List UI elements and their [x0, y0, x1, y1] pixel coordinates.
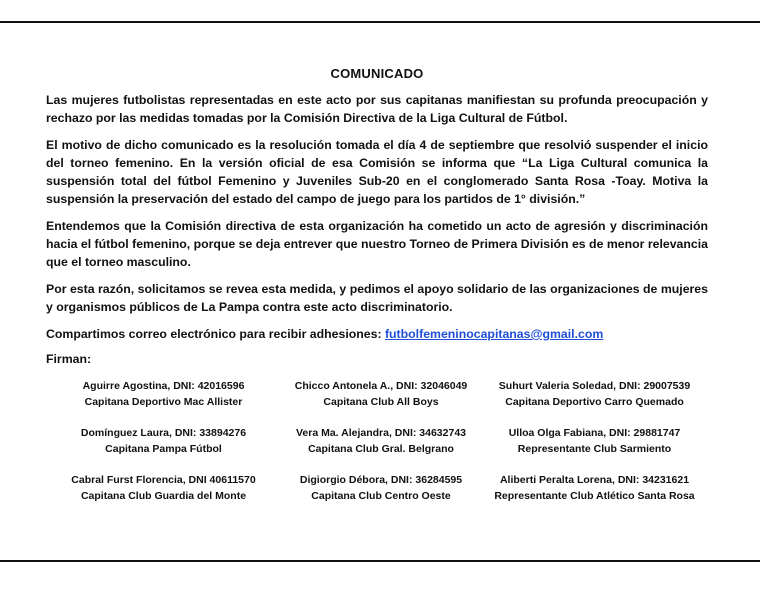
signatory-name: Aguirre Agostina, DNI: 42016596 — [82, 380, 245, 392]
signatory — [281, 425, 481, 457]
signatory-name: Domínguez Laura, DNI: 33894276 — [80, 427, 247, 439]
signatory — [481, 378, 708, 410]
signatory-role: Capitana Deportivo Mac Allister — [84, 396, 243, 408]
paragraph-2: El motivo de dicho comunicado es la resolución tomada el día 4 de septiembre que resolvió suspender el inicio del torneo femenino. En la versión oficial de esa Comisión se informa que “La Liga Cultural comunica la suspensión total del fútbol Femenino y Juveniles Sub-20 en el conglomerado Santa Rosa -Toay. Motiva la suspensión la preservación del estado del campo de juego para los partidos de 1° división.” — [46, 138, 708, 206]
signatory-role: Capitana Club Guardia del Monte — [80, 490, 247, 502]
signatory — [481, 425, 708, 457]
signatory-role: Representante Club Atlético Santa Rosa — [494, 490, 695, 502]
signatory-name: Ulloa Olga Fabiana, DNI: 29881747 — [508, 427, 681, 439]
signatory-name: Chicco Antonela A., DNI: 32046049 — [294, 380, 468, 392]
signatory-name: Cabral Furst Florencia, DNI 40611570 — [71, 474, 256, 486]
signatories-grid — [46, 378, 708, 504]
signatory — [281, 378, 481, 410]
paragraph-3: Entendemos que la Comisión directiva de esta organización ha cometido un acto de agresión y discriminación hacia el fútbol femenino, porque se deja entrever que nuestro Torneo de Primera División es de menor relevancia que el torneo masculino. — [46, 219, 708, 269]
signatory — [481, 472, 708, 504]
signatory-role: Representante Club Sarmiento — [517, 443, 672, 455]
bottom-rule — [0, 560, 760, 562]
signatory-name: Suhurt Valeria Soledad, DNI: 29007539 — [498, 380, 691, 392]
signatory — [46, 378, 281, 410]
signatory-name: Digiorgio Débora, DNI: 36284595 — [299, 474, 463, 486]
signatory-role: Capitana Club Gral. Belgrano — [308, 443, 454, 455]
signatory-role: Capitana Deportivo Carro Quemado — [505, 396, 684, 408]
contact-line — [46, 325, 708, 343]
paragraph-1: Las mujeres futbolistas representadas en este acto por sus capitanas manifiestan su profunda preocupación y rechazo por las medidas tomadas por la Comisión Directiva de la Liga Cultural de Fútbol. — [46, 93, 708, 125]
signatory-role: Capitana Club All Boys — [323, 396, 439, 408]
paragraph-4: Por esta razón, solicitamos se revea esta medida, y pedimos el apoyo solidario de las organizaciones de mujeres y organismos públicos de La Pampa contra este acto discriminatorio. — [46, 282, 708, 314]
document-title: COMUNICADO — [330, 66, 424, 81]
document-body — [46, 66, 708, 504]
email-link[interactable]: futbolfemeninocapitanas@gmail.com — [384, 327, 604, 341]
signatory — [46, 425, 281, 457]
signatory-role: Capitana Club Centro Oeste — [311, 490, 451, 502]
signatory — [281, 472, 481, 504]
signatory-role: Capitana Pampa Fútbol — [105, 443, 222, 455]
signatory-name: Aliberti Peralta Lorena, DNI: 34231621 — [499, 474, 690, 486]
signatory — [46, 472, 281, 504]
contact-text: Compartimos correo electrónico para recibir adhesiones: — [46, 327, 385, 341]
signatory-name: Vera Ma. Alejandra, DNI: 34632743 — [295, 427, 467, 439]
firman-label: Firman: — [46, 352, 92, 366]
top-rule — [0, 21, 760, 23]
